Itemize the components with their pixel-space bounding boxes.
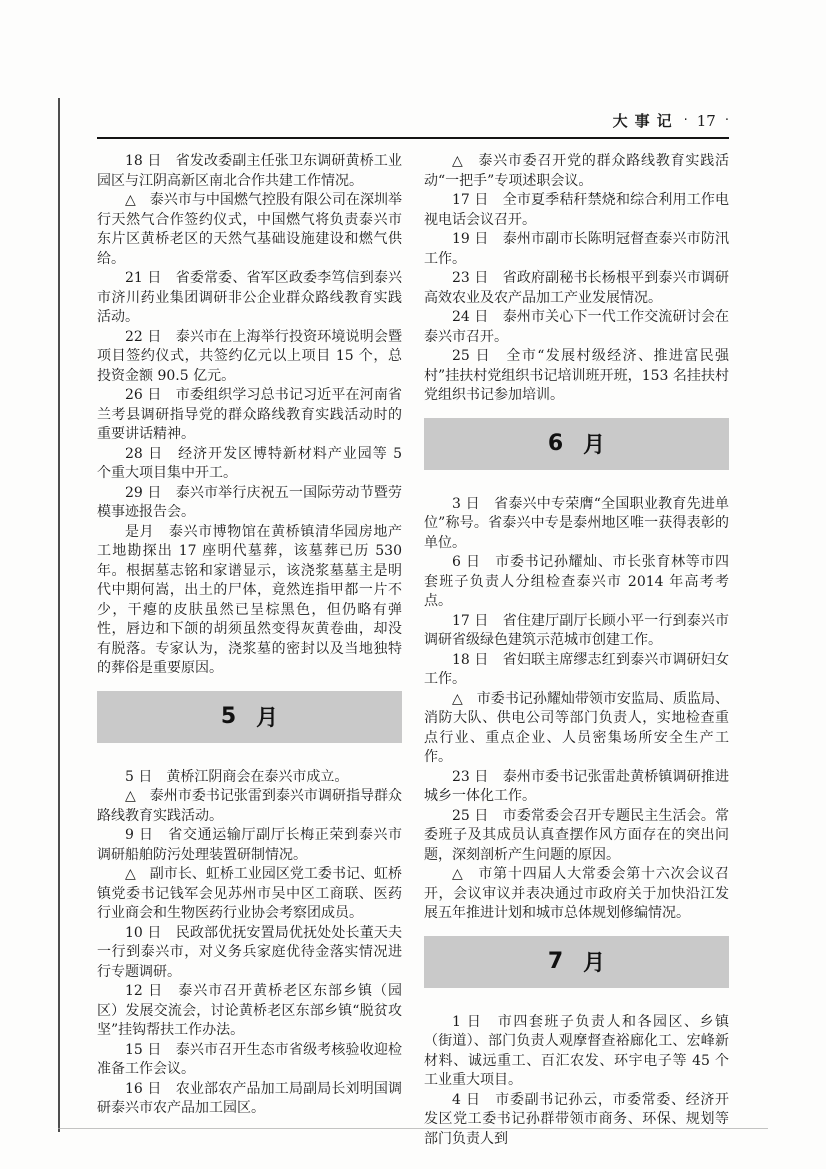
chronicle-entry: [97, 445, 402, 484]
left-column: [97, 152, 402, 1149]
chronicle-entry: [97, 768, 402, 788]
entry-date: 是月: [125, 523, 155, 540]
running-head: [97, 112, 729, 130]
entry-text: 经济开发区博特新材料产业园等 5 个重大项目集中开工。: [97, 445, 403, 481]
yearbook-page: [97, 0, 729, 1149]
entry-date: 23 日: [452, 270, 489, 286]
entry-text: 泰兴市委召开党的群众路线教育实践活动“一把手”专项述职会议。: [424, 153, 729, 189]
entry-text: 泰兴市在上海举行投资环境说明会暨项目签约仪式，共签约亿元以上项目 15 个，总投资金额 90.5 亿元。: [97, 328, 403, 384]
entry-text: 市委副书记孙云，市委常委、经济开发区党工委书记孙群带领市商务、环保、规划等部门负责人到: [424, 1091, 730, 1147]
month-header-6: [424, 418, 729, 470]
entry-date: 16 日: [125, 1080, 162, 1097]
entry-text: 副市长、虹桥工业园区党工委书记、虹桥镇党委书记钱军会见苏州市吴中区工商联、医药行业商会和生物医药行业协会考察团成员。: [97, 866, 402, 921]
entry-date: 18 日: [125, 153, 162, 169]
chronicle-entry: [424, 495, 729, 554]
chronicle-entry: [97, 386, 402, 445]
entry-date: △: [452, 153, 464, 169]
chronicle-entry: [97, 152, 402, 191]
entry-text: 市委书记孙耀灿、市长张育林等市四套班子负责人分组检查泰兴市 2014 年高考考点。: [424, 554, 730, 609]
month-number: 7: [547, 949, 564, 974]
chronicle-entry: [424, 865, 729, 924]
entry-date: △: [125, 788, 136, 804]
chronicle-entry: [424, 269, 729, 308]
entry-date: 10 日: [125, 924, 162, 941]
month-number: 5: [220, 704, 237, 729]
chronicle-entry: [424, 152, 729, 191]
entry-date: △: [125, 866, 136, 882]
entry-date: 24 日: [452, 309, 489, 325]
entry-text: 市委组织学习总书记习近平在河南省兰考县调研指导党的群众路线教育实践活动时的重要讲话精神。: [97, 387, 403, 442]
entry-date: 26 日: [125, 387, 162, 403]
entry-date: △: [452, 866, 464, 882]
entry-text: 市第十四届人大常委会第十六次会议召开，会议审议并表决通过市政府关于加快沿江发展五年推进计划和城市总体规划修编情况。: [424, 866, 729, 921]
month-unit: 月: [256, 706, 279, 731]
entry-text: 省政府副秘书长杨根平到泰兴市调研高效农业及农产品加工产业发展情况。: [424, 270, 730, 306]
entry-date: △: [452, 690, 463, 707]
entry-text: 泰州市委书记张雷赴黄桥镇调研推进城乡一体化工作。: [424, 768, 730, 804]
entry-date: 5 日: [125, 768, 153, 785]
entry-text: 市委常委会召开专题民主生活会。常委班子及其成员认真查摆作风方面存在的突出问题，深刻剖析产生问题的原因。: [424, 807, 730, 863]
running-head-separator-left: ·: [683, 113, 688, 128]
chronicle-entry: [97, 787, 402, 826]
entry-text: 市四套班子负责人和各园区、乡镇（街道）、部门负责人观摩督查裕廊化工、宏峰新材料、诚远重工、百汇农发、环宇电子等 45 个工业重大项目。: [424, 1013, 729, 1088]
entry-date: 25 日: [452, 348, 492, 364]
entry-date: 4 日: [452, 1091, 481, 1108]
entry-text: 泰州市副市长陈明冠督查泰兴市防汛工作。: [424, 231, 730, 267]
running-head-separator-right: ·: [724, 113, 729, 128]
chronicle-entry: [97, 865, 402, 924]
chronicle-entry: [424, 612, 729, 651]
entry-text: 泰兴市与中国燃气控股有限公司在深圳举行天然气合作签约仪式，中国燃气将负责泰兴市东片区黄桥老区的天然气基础设施建设和燃气供给。: [97, 192, 402, 267]
entry-text: 农业部农产品加工局副局长刘明国调研泰兴市农产品加工园区。: [97, 1080, 403, 1116]
entry-date: 29 日: [125, 484, 162, 501]
month-unit: 月: [583, 951, 606, 976]
entry-text: 泰兴市博物馆在黄桥镇清华园房地产工地勘探出 17 座明代墓葬，该墓葬已历 530 年。根据墓志铭和家谱显示，该浇浆墓墓主是明代中期何嵩，出土的尸体，竟然连指甲都一片不少，干瘪的皮肤虽然已呈棕黑色，但仍略有弹性，唇边和下颌的胡须虽然变得灰黄卷曲，却没有脱落。专家认为，浇浆墓的密封以及当地独特的葬俗是重要原因。: [97, 523, 403, 676]
chronicle-entry: [97, 1041, 402, 1080]
month-header-5: [97, 691, 402, 743]
chronicle-entry: [97, 826, 402, 865]
entry-text: 黄桥江阴商会在泰兴市成立。: [152, 768, 349, 785]
entry-date: 25 日: [452, 807, 489, 824]
chronicle-entry: [424, 1091, 729, 1150]
entry-text: 市委书记孙耀灿带领市安监局、质监局、消防大队、供电公司等部门负责人，实地检查重点行业、重点企业、人员密集场所安全生产工作。: [424, 690, 729, 765]
entry-date: 22 日: [125, 328, 162, 345]
chronicle-entry: [97, 1080, 402, 1119]
entry-text: 省交通运输厅副厅长梅正荣到泰兴市调研船舶防污处理装置研制情况。: [97, 827, 403, 863]
entry-date: 12 日: [125, 983, 164, 999]
chronicle-entry: [424, 191, 729, 230]
entry-date: 17 日: [452, 192, 489, 208]
entry-text: 全市夏季秸秆禁烧和综合利用工作电视电话会议召开。: [424, 192, 730, 228]
chronicle-entry: [424, 308, 729, 347]
entry-text: 泰兴市召开生态市省级考核验收迎检准备工作会议。: [97, 1041, 403, 1077]
chronicle-entry: [424, 807, 729, 866]
entry-text: 省住建厅副厅长顾小平一行到泰兴市调研省级绿色建筑示范城市创建工作。: [424, 612, 730, 648]
chronicle-entry: [424, 768, 729, 807]
entry-text: 泰兴市召开黄桥老区东部乡镇（园区）发展交流会，讨论黄桥老区东部乡镇“脱贫攻坚”挂钩帮扶工作办法。: [97, 983, 402, 1038]
entry-date: 18 日: [452, 651, 489, 668]
month-header-7: [424, 936, 729, 988]
month-number: 6: [547, 431, 564, 456]
chronicle-entry: [97, 269, 402, 328]
entry-text: 全市“发展村级经济、推进富民强村”挂扶村党组织书记培训班开班，153 名挂扶村党组织书记参加培训。: [424, 348, 729, 403]
entry-text: 省泰兴中专荣膺“全国职业教育先进单位”称号。省泰兴中专是泰州地区唯一获得表彰的单位。: [424, 495, 730, 551]
two-column-body: [97, 152, 729, 1149]
chronicle-entry: [97, 982, 402, 1041]
chronicle-entry: [97, 523, 402, 679]
entry-date: 23 日: [452, 768, 489, 785]
entry-date: 6 日: [452, 554, 481, 570]
chronicle-entry: [424, 651, 729, 690]
right-column: [424, 152, 729, 1149]
entry-text: 省委常委、省军区政委李笃信到泰兴市济川药业集团调研非公企业群众路线教育实践活动。: [97, 270, 403, 325]
scan-page-edge-left: [58, 98, 60, 1132]
entry-text: 民政部优抚安置局优抚处处长董天夫一行到泰兴市，对义务兵家庭优待金落实情况进行专题调研。: [97, 924, 403, 980]
entry-text: 泰州市委书记张雷到泰兴市调研指导群众路线教育实践活动。: [97, 788, 402, 824]
entry-date: 15 日: [125, 1041, 162, 1058]
entry-text: 省妇联主席缪志红到泰兴市调研妇女工作。: [424, 651, 730, 687]
entry-date: 3 日: [452, 495, 480, 512]
entry-date: 17 日: [452, 612, 489, 629]
chronicle-entry: [424, 690, 729, 768]
entry-text: 泰州市关心下一代工作交流研讨会在泰兴市召开。: [424, 309, 730, 345]
header-rule: [97, 137, 729, 139]
month-unit: 月: [583, 433, 606, 458]
chronicle-entry: [97, 484, 402, 523]
chronicle-entry: [424, 1013, 729, 1091]
chronicle-entry: [424, 230, 729, 269]
entry-text: 省发改委副主任张卫东调研黄桥工业园区与江阴高新区南北合作共建工作情况。: [97, 153, 403, 189]
chronicle-entry: [97, 924, 402, 983]
entry-date: △: [125, 192, 136, 208]
page-number: 17: [696, 112, 716, 130]
entry-date: 9 日: [125, 827, 154, 843]
entry-date: 21 日: [125, 270, 162, 286]
entry-date: 19 日: [452, 231, 489, 247]
running-head-title: 大事记: [612, 112, 679, 130]
entry-date: 1 日: [452, 1013, 483, 1030]
chronicle-entry: [424, 553, 729, 612]
chronicle-entry: [424, 347, 729, 406]
chronicle-entry: [97, 191, 402, 269]
entry-date: 28 日: [125, 445, 164, 462]
chronicle-entry: [97, 328, 402, 387]
entry-text: 泰兴市举行庆祝五一国际劳动节暨劳模事迹报告会。: [97, 484, 403, 520]
